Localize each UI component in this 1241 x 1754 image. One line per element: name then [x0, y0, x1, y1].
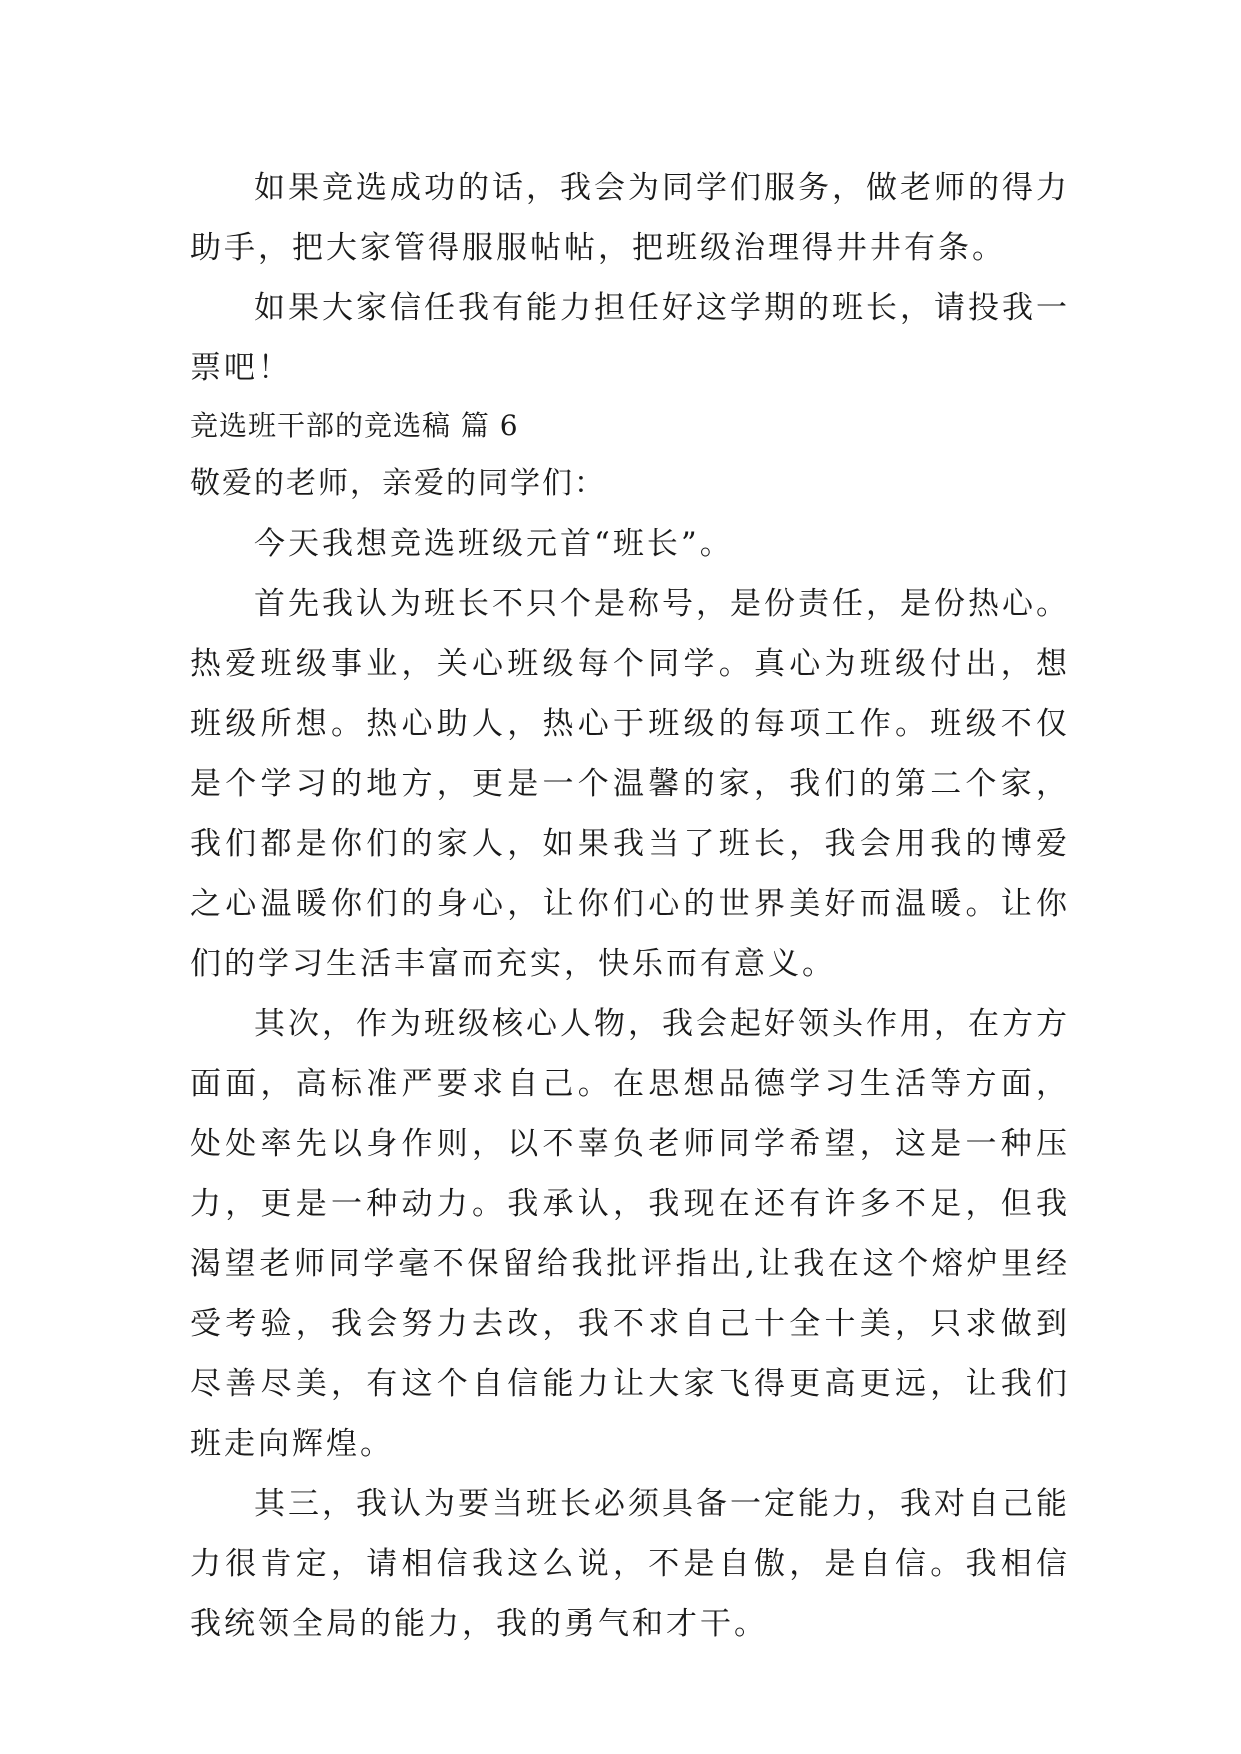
- paragraph-intro: 今天我想竞选班级元首“班长”。: [254, 526, 734, 562]
- paragraph-third-point: 其三，我认为要当班长必须具备一定能力，我对自己能力很肯定，请相信我这么说，不是自傲，是自信。我相信我统领全局的能力，我的勇气和才干。: [190, 1486, 1070, 1642]
- paragraph-service-promise: 如果竞选成功的话，我会为同学们服务，做老师的得力助手，把大家管得服服帖帖，把班级治理得井井有条。: [190, 170, 1070, 266]
- paragraph-first-point: 首先我认为班长不只个是称号，是份责任，是份热心。热爱班级事业，关心班级每个同学。真心为班级付出，想班级所想。热心助人，热心于班级的每项工作。班级不仅是个学习的地方，更是一个温馨的家，我们的第二个家，我们都是你们的家人，如果我当了班长，我会用我的博爱之心温暖你们的身心，让你们心的世界美好而温暖。让你们的学习生活丰富而充实，快乐而有意义。: [190, 586, 1070, 982]
- salutation: 敬爱的老师，亲爱的同学们：: [190, 466, 606, 501]
- paragraph-second-point: 其次，作为班级核心人物，我会起好领头作用，在方方面面，高标准严要求自己。在思想品德学习生活等方面，处处率先以身作则，以不辜负老师同学希望，这是一种压力，更是一种动力。我承认，我现在还有许多不足，但我渴望老师同学毫不保留给我批评指出,让我在这个熔炉里经受考验，我会努力去改，我不求自己十全十美，只求做到尽善尽美，有这个自信能力让大家飞得更高更远，让我们班走向辉煌。: [190, 1006, 1070, 1462]
- section-heading: 竞选班干部的竞选稿 篇 6: [190, 409, 519, 442]
- document-body: [190, 158, 1070, 1654]
- paragraph-vote-request: 如果大家信任我有能力担任好这学期的班长，请投我一票吧！: [190, 290, 1070, 386]
